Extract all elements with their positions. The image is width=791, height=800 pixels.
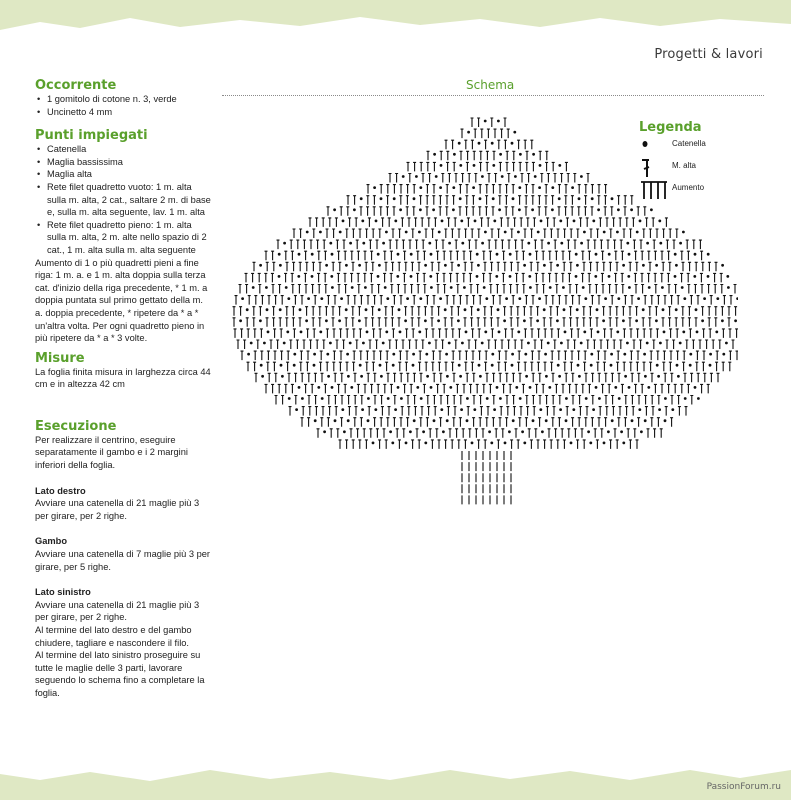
gambo-text: Avviare una catenella di 7 maglie più 3 per girare, per 5 righe.	[35, 549, 211, 572]
double-crochet-icon	[639, 157, 669, 179]
section-title-occorrente: Occorrente	[35, 78, 117, 93]
legend-row-aumento	[639, 179, 739, 201]
measures-text: La foglia finita misura in larghezza circa 44 cm e in altezza 42 cm	[35, 366, 211, 390]
schema-title: Schema	[466, 78, 515, 92]
lato-destro-text: Avviare una catenella di 21 maglie più 3 per girare, per 2 righe.	[35, 498, 200, 521]
list-item: • Maglia alta	[35, 168, 213, 181]
legend-label: Catenella	[672, 139, 706, 148]
instructions-column	[35, 78, 213, 700]
schema-divider	[222, 95, 764, 96]
legend-label: Aumento	[672, 183, 705, 192]
lato-sinistro-text: Avviare una catenella di 21 maglie più 3 per girare, per 2 righe.	[35, 599, 200, 623]
legend	[639, 120, 739, 201]
section-title-misure: Misure	[35, 350, 85, 366]
stitches-list	[35, 143, 213, 256]
list-item: • Maglia bassissima	[35, 156, 213, 169]
list-item: • Catenella	[35, 143, 213, 156]
legend-title: Legenda	[639, 120, 702, 135]
list-item: • Uncinetto 4 mm	[35, 106, 213, 119]
increase-note: Aumento di 1 o più quadretti pieni a fine riga: 1 m. a. e 1 m. alta doppia sulla terza cat. d'inizio della riga precedente, * 1 m. a doppia puntata sul primo gettato della m. a. doppia precedente, * ripetere da * a * un'altra volta. Per ogni quadretto pieno in più ripetere da * a * 3 volte.	[35, 257, 208, 344]
list-item: • 1 gomitolo di cotone n. 3, verde	[35, 93, 213, 106]
list-item: • Rete filet quadretto pieno: 1 m. alta sulla m. alta, 2 m. alte nello spazio di 2 cat., 1 m. alta sulla m. alta seguente	[35, 219, 213, 257]
subsection-title-lato-sinistro: Lato sinistro	[35, 587, 91, 598]
chain-icon	[639, 135, 669, 155]
execution-intro: Per realizzare il centrino, eseguire separatamente il gambo e i 2 margini inferiori della foglia.	[35, 434, 188, 471]
increase-icon	[639, 179, 669, 201]
legend-row-catenella	[639, 135, 739, 157]
section-title-punti: Punti impiegati	[35, 128, 148, 144]
list-item: • Rete filet quadretto vuoto: 1 m. alta sulla m. alta, 2 cat., saltare 2 m. di base e, sulla m. alta seguente, lav. 1 m. alta	[35, 181, 213, 219]
lato-sinistro-text-2: Al termine del lato destro e del gambo chiudere, tagliare e nascondere il filo.	[35, 625, 192, 648]
legend-label: M. alta	[672, 161, 697, 170]
footer-brand: PassionForum.ru	[706, 782, 781, 792]
subsection-title-lato-destro: Lato destro	[35, 485, 86, 496]
materials-list	[35, 93, 213, 118]
page-header-title: Progetti & lavori	[654, 47, 763, 62]
section-title-esecuzione: Esecuzione	[35, 418, 117, 434]
legend-row-m-alta	[639, 157, 739, 179]
lato-sinistro-text-3: Al termine del lato sinistro proseguire su tutte le maglie delle 3 parti, lavorare seguendo lo schema fino a completare la foglia.	[35, 650, 205, 698]
subsection-title-gambo: Gambo	[35, 536, 68, 547]
